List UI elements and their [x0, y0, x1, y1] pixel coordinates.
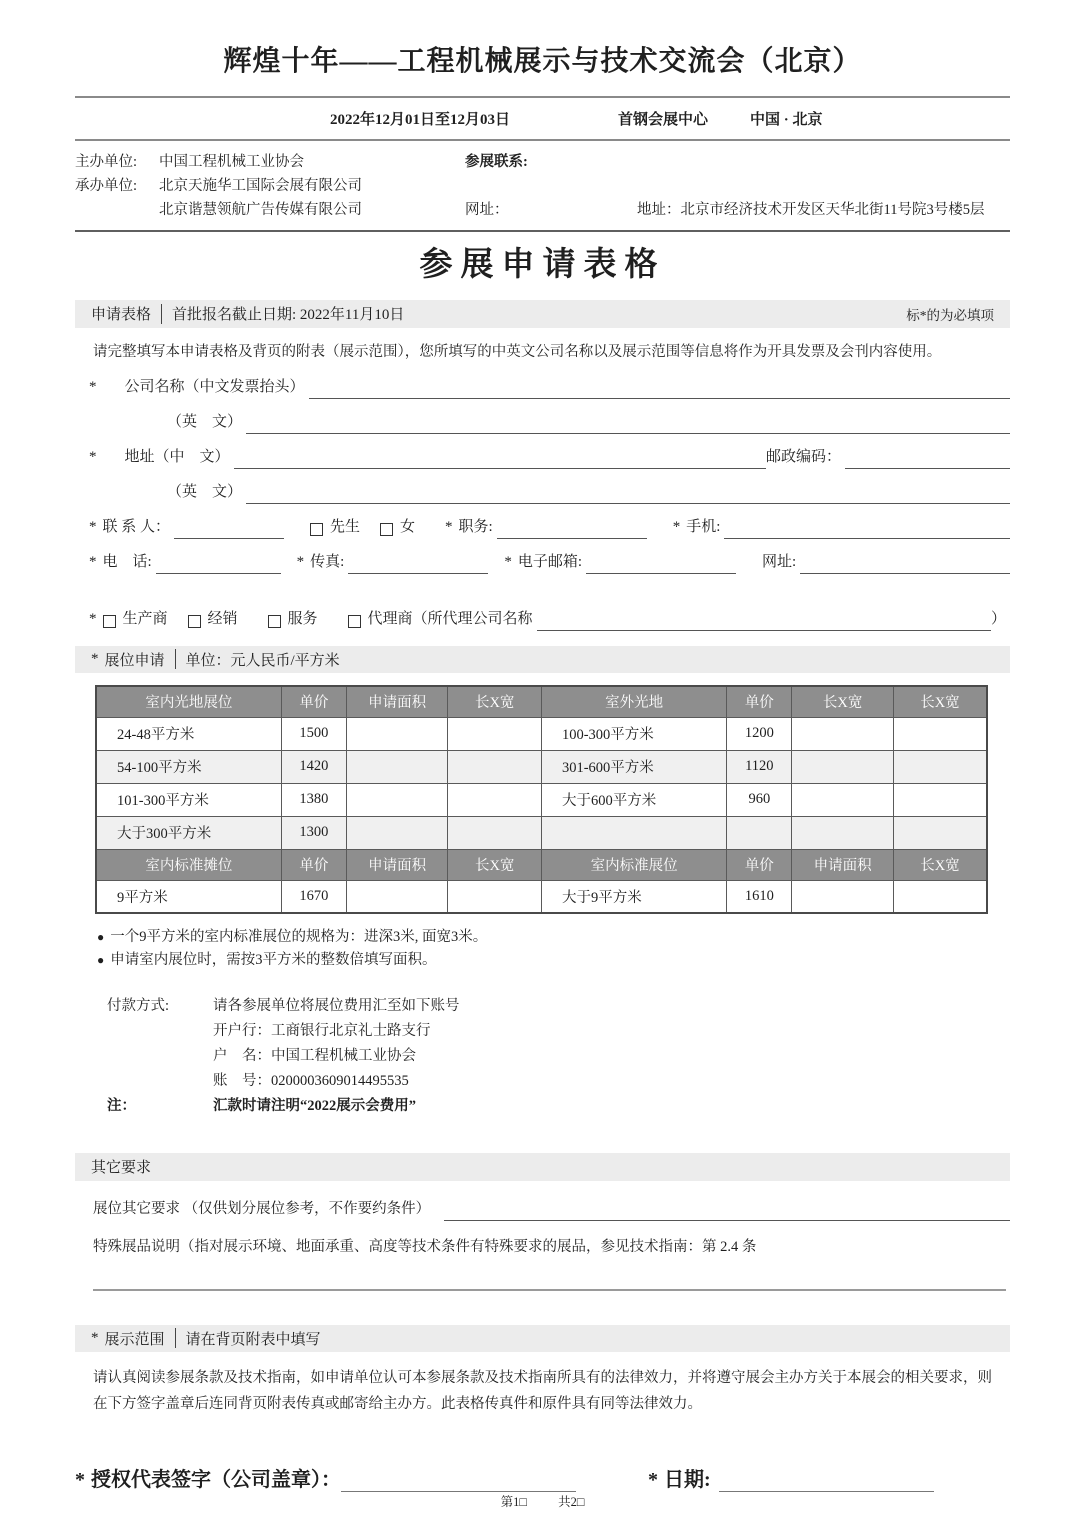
- scope-bar-label: 展示范围: [104, 1331, 165, 1348]
- price-cell: 1120: [727, 750, 792, 783]
- job-title-field[interactable]: [497, 519, 647, 539]
- area-input-cell[interactable]: [346, 816, 448, 849]
- col-header: 长X宽: [893, 849, 987, 880]
- dims-input-cell[interactable]: [893, 750, 987, 783]
- account-name-label: 户 名：: [213, 1048, 271, 1064]
- bank-label: 开户行：: [213, 1023, 271, 1039]
- remit-note-label: 注：: [107, 1098, 136, 1114]
- required-mark: *: [89, 378, 97, 395]
- other-bar-label: 其它要求: [91, 1160, 152, 1177]
- dims-input-cell[interactable]: [792, 816, 894, 849]
- section-bar-apply: [75, 300, 1010, 328]
- booth-size-cell: 100-300平方米: [541, 717, 726, 750]
- col-header: 长X宽: [893, 686, 987, 717]
- booth-size-cell: 大于600平方米: [541, 783, 726, 816]
- price-cell: 1300: [281, 816, 346, 849]
- bank-name: 工商银行北京礼士路支行: [271, 1023, 431, 1039]
- other-requirement-field[interactable]: [444, 1201, 1010, 1221]
- ms-label: 女: [400, 518, 416, 535]
- table-row: [96, 880, 987, 913]
- agent-checkbox[interactable]: [348, 615, 361, 628]
- date-label: 日期:: [664, 1469, 711, 1491]
- required-mark: *: [296, 553, 305, 570]
- address-value: 北京市经济技术开发区天华北街11号院3号楼5层: [680, 202, 985, 218]
- fax-label: 传真:: [310, 553, 345, 570]
- booth-size-cell: [541, 816, 726, 849]
- payment-method-text: 请各参展单位将展位费用汇至如下账号: [213, 998, 460, 1014]
- spacer: [107, 1069, 213, 1094]
- price-cell: 1200: [727, 717, 792, 750]
- signature-field[interactable]: [341, 1466, 576, 1492]
- required-mark: *: [89, 448, 97, 465]
- price-cell: 1420: [281, 750, 346, 783]
- mr-label: 先生: [330, 518, 361, 535]
- company-name-en-field[interactable]: [246, 414, 1010, 434]
- dims-input-cell[interactable]: [893, 783, 987, 816]
- signature-label: 授权代表签字（公司盖章）：: [91, 1469, 341, 1491]
- required-mark: *: [89, 518, 97, 535]
- booth-size-cell: 301-600平方米: [541, 750, 726, 783]
- col-header: 申请面积: [346, 686, 448, 717]
- booth-price-table: [95, 685, 988, 914]
- special-exhibit-note: 特殊展品说明（指对展示环境、地面承重、高度等技术条件有特殊要求的展品，参见技术指南：第 2.4 条: [93, 1238, 757, 1255]
- col-header: 申请面积: [346, 849, 448, 880]
- special-exhibit-field[interactable]: [93, 1289, 1006, 1291]
- event-venue: 首钢会展中心: [618, 112, 709, 128]
- remit-note-line: [107, 1094, 1010, 1119]
- col-header: 室外光地: [541, 686, 726, 717]
- col-header: 室内光地展位: [96, 686, 281, 717]
- section-bar-booth: [75, 646, 1010, 674]
- other-requirement-label: 展位其它要求 （仅供划分展位参考，不作要约条件）: [93, 1200, 431, 1217]
- divider: [75, 230, 1010, 232]
- event-title: 辉煌十年——工程机械展示与技术交流会（北京）: [223, 46, 862, 77]
- company-website-field[interactable]: [800, 554, 1010, 574]
- payment-block: [107, 994, 1010, 1119]
- co-organizer-label: 承办单位:: [75, 178, 138, 194]
- mobile-label: 手机:: [686, 518, 721, 535]
- booth-size-cell: 大于300平方米: [96, 816, 281, 849]
- col-header: 单价: [727, 686, 792, 717]
- deadline-text: 首批报名截止日期: 2022年11月10日: [172, 307, 405, 324]
- company-name-cn-label: 公司名称（中文发票抬头）: [124, 378, 305, 395]
- other-requirements-block: [93, 1197, 1010, 1259]
- address-cn-row: [89, 445, 1010, 469]
- address-cn-field[interactable]: [234, 449, 766, 469]
- col-header: 申请面积: [792, 849, 894, 880]
- address-en-label: （英 文）: [167, 483, 243, 500]
- ms-checkbox[interactable]: [380, 523, 393, 536]
- account-name-line: [107, 1044, 1010, 1069]
- booth-bar-label: 展位申请: [104, 652, 165, 669]
- required-mark: *: [91, 1329, 99, 1346]
- area-input-cell[interactable]: [346, 717, 448, 750]
- event-info-row: [75, 98, 1010, 139]
- scope-bar-subtitle: 请在背页附表中填写: [185, 1331, 321, 1348]
- col-header: 室内标准展位: [541, 849, 726, 880]
- dims-input-cell[interactable]: [893, 816, 987, 849]
- postcode-field[interactable]: [845, 449, 1010, 469]
- required-mark: *: [75, 1469, 85, 1491]
- company-type-row: [89, 607, 1010, 631]
- dealer-checkbox[interactable]: [188, 615, 201, 628]
- spacer: [75, 198, 159, 222]
- price-cell: 1670: [281, 880, 346, 913]
- table-row: [96, 816, 987, 849]
- table-row: [96, 717, 987, 750]
- service-checkbox[interactable]: [268, 615, 281, 628]
- apply-bar-label: 申请表格: [91, 307, 152, 324]
- col-header: 单价: [281, 686, 346, 717]
- dims-input-cell[interactable]: [893, 717, 987, 750]
- col-header: 长X宽: [448, 849, 542, 880]
- company-website-label: 网址:: [762, 553, 797, 570]
- contact-person-row: [89, 515, 1010, 539]
- price-cell: [727, 816, 792, 849]
- booth-size-cell: 9平方米: [96, 880, 281, 913]
- area-input-cell[interactable]: [346, 880, 448, 913]
- page-number: 第1□: [500, 1495, 527, 1509]
- signature-row: [75, 1463, 1010, 1492]
- booth-size-cell: 101-300平方米: [96, 783, 281, 816]
- address-column: [637, 150, 1010, 222]
- price-cell: 960: [727, 783, 792, 816]
- page-footer: [75, 1492, 1010, 1516]
- required-mark: *: [445, 518, 453, 535]
- other-requirement-row: [93, 1197, 1010, 1221]
- remit-note-text: 汇款时请注明“2022展示会费用”: [213, 1098, 416, 1114]
- date-part: [648, 1463, 934, 1492]
- organizer-block: [75, 141, 1010, 230]
- contact-person-field[interactable]: [174, 519, 284, 539]
- dims-input-cell[interactable]: [448, 750, 542, 783]
- dims-input-cell[interactable]: [792, 783, 894, 816]
- spacer: [107, 1044, 213, 1069]
- account-number-line: [107, 1069, 1010, 1094]
- company-name-cn-field[interactable]: [309, 379, 1010, 399]
- producer-checkbox[interactable]: [103, 615, 116, 628]
- organizer-name: 中国工程机械工业协会: [159, 154, 304, 170]
- dims-input-cell[interactable]: [792, 750, 894, 783]
- price-cell: 1380: [281, 783, 346, 816]
- agent-company-field[interactable]: [537, 611, 991, 631]
- producer-label: 生产商: [122, 610, 168, 627]
- payment-method-line: [107, 994, 1010, 1019]
- co-organizer-name-2: 北京谐慧领航广告传媒有限公司: [159, 202, 362, 218]
- table-row: [96, 783, 987, 816]
- bank-line: [107, 1019, 1010, 1044]
- col-header: 单价: [727, 849, 792, 880]
- organizer-list: [75, 150, 465, 222]
- col-header: 长X宽: [448, 686, 542, 717]
- section-bar-scope: [75, 1325, 1010, 1353]
- intro-paragraph: 请完整填写本申请表格及背页的附表（展示范围），您所填写的中英文公司名称以及展示范围等信息将作为开具发票及会刊内容使用。: [93, 343, 942, 360]
- exhibit-contact-label: 参展联系:: [465, 154, 528, 170]
- section-bar-other: [75, 1153, 1010, 1181]
- booth-size-cell: 24-48平方米: [96, 717, 281, 750]
- form-title: 参展申请表格: [419, 247, 666, 283]
- address-en-row: [89, 480, 1010, 504]
- company-name-en-label: （英 文）: [167, 413, 243, 430]
- mr-checkbox[interactable]: [310, 523, 323, 536]
- service-label: 服务: [287, 610, 318, 627]
- contact-column: [465, 150, 637, 222]
- dims-input-cell[interactable]: [448, 717, 542, 750]
- area-input-cell[interactable]: [346, 750, 448, 783]
- account-name: 中国工程机械工业协会: [271, 1048, 416, 1064]
- dims-input-cell[interactable]: [893, 880, 987, 913]
- agent-label: 代理商（所代理公司名称: [367, 610, 533, 627]
- required-mark: *: [89, 553, 97, 570]
- note-item: ● 一个9平方米的室内标准展位的规格为：进深3米, 面宽3米。: [97, 926, 1010, 949]
- co-organizer-name-1: 北京天施华工国际会展有限公司: [159, 178, 362, 194]
- email-field[interactable]: [586, 554, 736, 574]
- address-cn-label: 地址（中 文）: [124, 448, 230, 465]
- date-field[interactable]: [719, 1466, 934, 1492]
- postcode-label: 邮政编码：: [765, 448, 841, 465]
- agent-close-paren: ）: [990, 610, 1006, 627]
- agreement-paragraph: 请认真阅读参展条款及技术指南，如申请单位认可本参展条款及技术指南所具有的法律效力，并将遵守展会主办方关于本展会的相关要求，则在下方签字盖章后连同背页附表传真或邮寄给主办方。此表格传真件和原件具有同等法律效力。: [93, 1370, 992, 1412]
- note-item: ● 申请室内展位时，需按3平方米的整数倍填写面积。: [97, 949, 1010, 972]
- col-header: 长X宽: [792, 686, 894, 717]
- website-label: 网址：: [465, 202, 509, 218]
- dealer-label: 经销: [207, 610, 238, 627]
- address-en-field[interactable]: [246, 484, 1010, 504]
- price-cell: 1610: [727, 880, 792, 913]
- event-location: 中国 · 北京: [750, 112, 823, 128]
- divider: [161, 304, 162, 324]
- table-header-row: [96, 849, 987, 880]
- phone-field[interactable]: [156, 554, 281, 574]
- required-mark: *: [672, 518, 681, 535]
- table-header-row: [96, 686, 987, 717]
- organizer-label: 主办单位:: [75, 154, 138, 170]
- booth-size-cell: 54-100平方米: [96, 750, 281, 783]
- divider: [175, 649, 176, 669]
- dims-input-cell[interactable]: [792, 717, 894, 750]
- area-input-cell[interactable]: [792, 880, 894, 913]
- price-cell: 1500: [281, 717, 346, 750]
- booth-size-cell: 大于9平方米: [541, 880, 726, 913]
- required-mark: *: [648, 1469, 658, 1491]
- booth-notes: [97, 926, 1010, 972]
- table-row: [96, 750, 987, 783]
- required-mark: *: [89, 610, 97, 627]
- email-label: 电子邮箱:: [517, 553, 583, 570]
- area-input-cell[interactable]: [346, 783, 448, 816]
- required-note: 标*的为必填项: [906, 307, 994, 323]
- phone-label: 电 话:: [102, 553, 152, 570]
- fax-field[interactable]: [348, 554, 488, 574]
- job-title-label: 职务:: [458, 518, 493, 535]
- address-line: [637, 198, 1010, 222]
- divider: [175, 1328, 176, 1348]
- account-number-label: 账 号：: [213, 1073, 271, 1089]
- contact-person-label: 联 系 人：: [102, 518, 171, 535]
- booth-unit-text: 单位：元人民币/平方米: [185, 652, 340, 669]
- spacer: [107, 1019, 213, 1044]
- event-dates: 2022年12月01日至12月03日: [330, 112, 511, 128]
- dims-input-cell[interactable]: [448, 783, 542, 816]
- company-name-en-row: [89, 410, 1010, 434]
- dims-input-cell[interactable]: [448, 816, 542, 849]
- page-total: 共2□: [558, 1495, 585, 1509]
- col-header: 单价: [281, 849, 346, 880]
- col-header: 室内标准摊位: [96, 849, 281, 880]
- phone-row: [89, 550, 1010, 574]
- company-name-cn-row: [89, 375, 1010, 399]
- mobile-field[interactable]: [724, 519, 1010, 539]
- account-number: 0200003609014495535: [271, 1073, 409, 1089]
- required-mark: *: [504, 553, 512, 570]
- payment-method-label: 付款方式:: [107, 998, 170, 1014]
- address-label: 地址：: [637, 202, 681, 218]
- dims-input-cell[interactable]: [448, 880, 542, 913]
- required-mark: *: [91, 650, 99, 667]
